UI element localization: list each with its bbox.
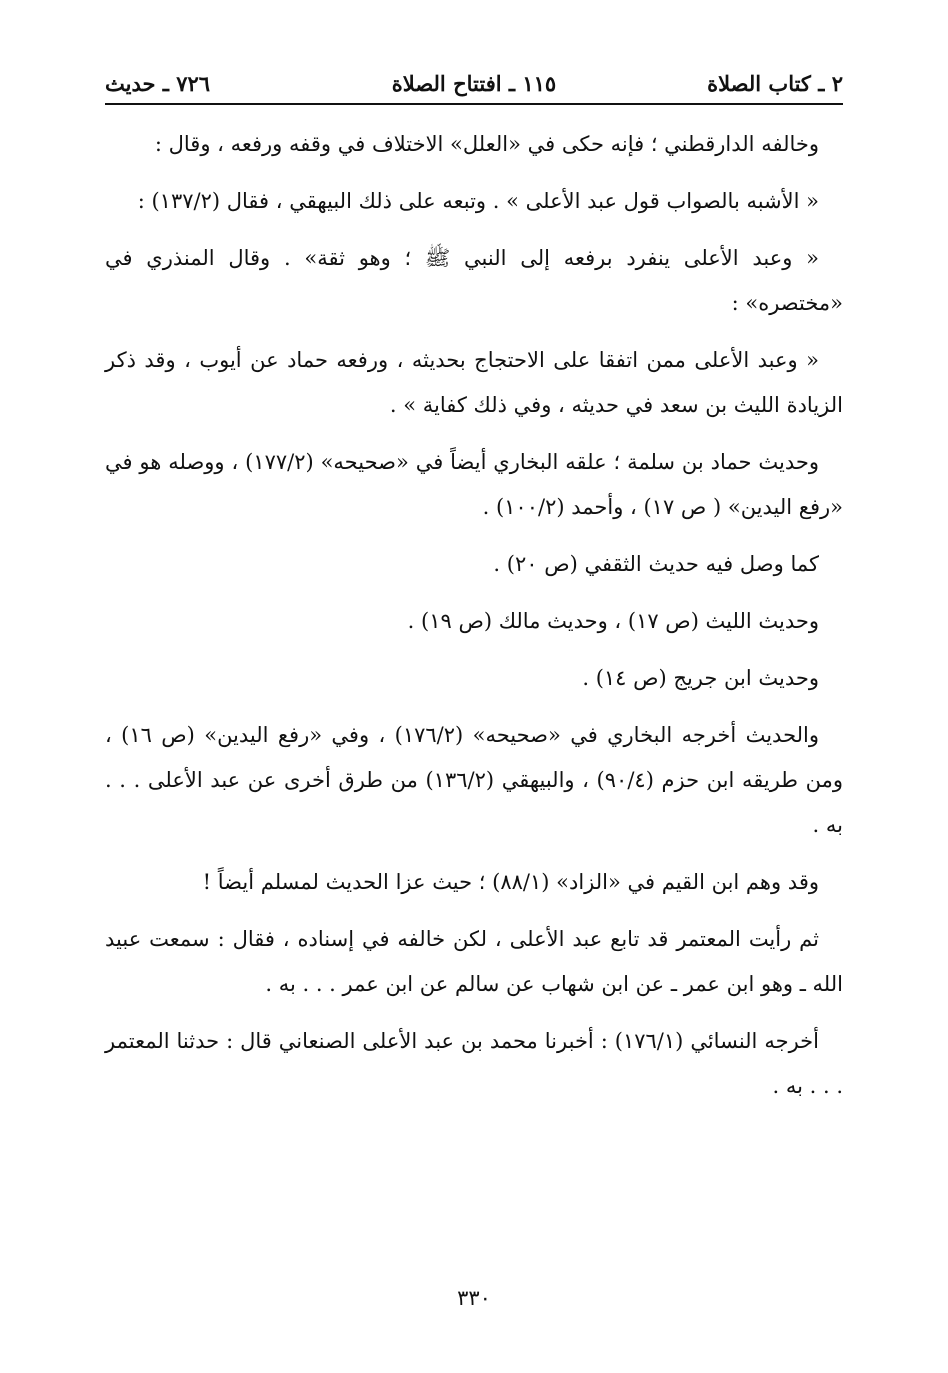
header-divider [105, 103, 843, 105]
header-chapter-title: ١١٥ ـ افتتاح الصلاة [391, 71, 557, 96]
header-book-title: ٢ ـ كتاب الصلاة [707, 71, 843, 96]
paragraph: وخالفه الدارقطني ؛ فإنه حكى في «العلل» الاختلاف في وقفه ورفعه ، وقال : [154, 132, 819, 156]
paragraph: ثم رأيت المعتمر قد تابع عبد الأعلى ، لكن خالفه في إسناده ، فقال : سمعت عبيد الله ـ وهو ابن عمر ـ عن ابن شهاب عن سالم عن ابن عمر . . . به . [105, 927, 843, 996]
paragraph: وحديث حماد بن سلمة ؛ علقه البخاري أيضاً في «صحيحه» (١٧٧/٢) ، ووصله هو في «رفع اليدين» ( ص ١٧) ، وأحمد (١٠٠/٢) . [105, 450, 843, 519]
paragraph: وقد وهم ابن القيم في «الزاد» (٨٨/١) ؛ حيث عزا الحديث لمسلم أيضاً ! [202, 870, 819, 894]
paragraph: أخرجه النسائي (١٧٦/١) : أخبرنا محمد بن عبد الأعلى الصنعاني قال : حدثنا المعتمر . . . به . [105, 1029, 843, 1098]
body-text [105, 122, 843, 1121]
page-number: ٣٣٠ [457, 1286, 491, 1310]
paragraph: والحديث أخرجه البخاري في «صحيحه» (١٧٦/٢) ، وفي «رفع اليدين» (ص ١٦) ، ومن طريقه ابن حزم (٩٠/٤) ، والبيهقي (١٣٦/٢) من طرق أخرى عن عبد الأعلى . . . به . [105, 723, 843, 837]
header-hadith-number: ٧٢٦ ـ حديث [105, 71, 211, 96]
paragraph: « الأشبه بالصواب قول عبد الأعلى » . وتبعه على ذلك البيهقي ، فقال (١٣٧/٢) : [137, 189, 819, 213]
running-header [105, 68, 843, 104]
paragraph: كما وصل فيه حديث الثقفي (ص ٢٠) . [493, 552, 819, 576]
paragraph: « وعبد الأعلى ممن اتفقا على الاحتجاج بحديثه ، ورفعه حماد عن أيوب ، وقد ذكر الزيادة الليث بن سعد في حديثه ، وفي ذلك كفاية » . [105, 348, 843, 417]
paragraph: وحديث ابن جريج (ص ١٤) . [582, 666, 819, 690]
paragraph: « وعبد الأعلى ينفرد برفعه إلى النبي ﷺ ؛ وهو ثقة» . وقال المنذري في «مختصره» : [105, 246, 843, 315]
paragraph: وحديث الليث (ص ١٧) ، وحديث مالك (ص ١٩) . [407, 609, 819, 633]
